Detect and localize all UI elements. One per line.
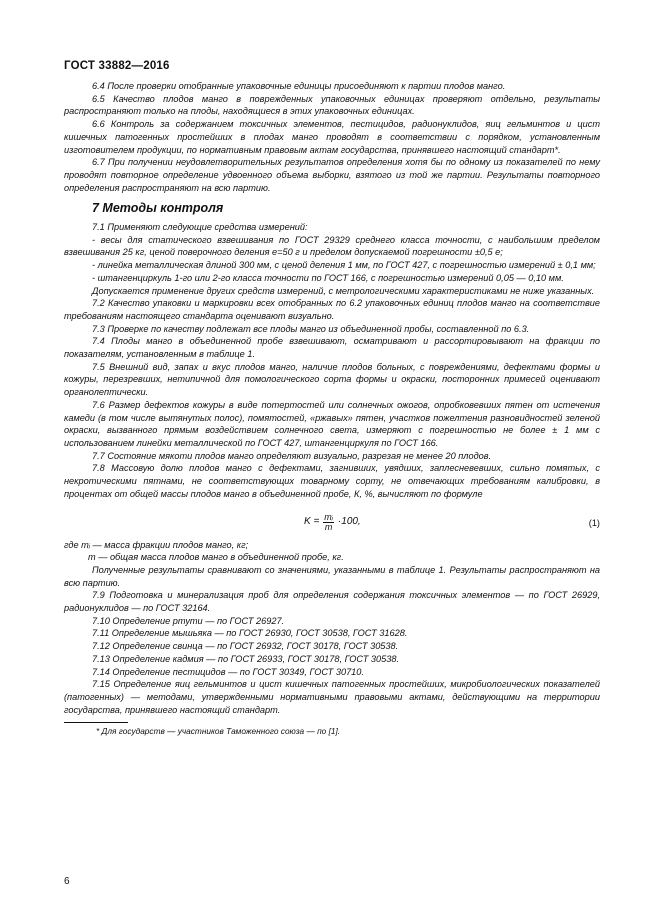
page-number: 6	[64, 876, 70, 887]
paragraph: 6.4 После проверки отобранные упаковочные единицы присоединяют к партии плодов манго.	[92, 81, 506, 91]
formula-denominator: m	[324, 521, 333, 532]
paragraph: 7.2 Качество упаковки и маркировки всех отобранных по 6.2 упаковочных единиц плодов манго на соответствие требованиям настоящего стандарта оценивают визуально.	[64, 298, 600, 321]
paragraph: 7.7 Состояние мякоти плодов манго определяют визуально, разрезая не менее 20 плодов.	[92, 450, 492, 461]
paragraph: - штангенциркуль 1-го или 2-го класса точности по ГОСТ 166, с погрешностью измерений 0,05 — 0,10 мм.	[92, 272, 564, 283]
paragraph: 7.12 Определение свинца — по ГОСТ 26932, ГОСТ 30178, ГОСТ 30538.	[92, 641, 399, 652]
paragraph: - весы для статического взвешивания по ГОСТ 29329 среднего класса точности, с наибольшим пределом взвешивания 25 кг, ценой поверочного деления e=50 г и пределом допускаемой погрешности ±0,5 e;	[64, 234, 600, 258]
where-line: где mᵢ — масса фракции плодов манго, кг;	[64, 539, 249, 550]
paragraph: Полученные результаты сравнивают со значениями, указанными в таблице 1. Результаты распространяют на всю партию.	[64, 564, 600, 588]
footnote-rule	[64, 722, 128, 723]
paragraph: 7.11 Определение мышьяка — по ГОСТ 26930, ГОСТ 30538, ГОСТ 31628.	[92, 628, 408, 639]
paragraph: Допускается применение других средств измерений, с метрологическими характеристиками не ниже указанных.	[92, 285, 595, 296]
paragraph: 7.10 Определение ртути — по ГОСТ 26927.	[92, 615, 285, 626]
page-body	[64, 80, 600, 738]
footnote: * Для государств — участников Таможенного союза — по [1].	[96, 726, 341, 737]
where-line: m — общая масса плодов манго в объединенной пробе, кг.	[88, 552, 344, 563]
paragraph: 7.3 Проверке по качеству подлежат все плоды манго из объединенной пробы, составленной по 6.3.	[92, 323, 530, 334]
paragraph: 6.6 Контроль за содержанием токсичных элементов, пестицидов, радионуклидов, яиц гельминтов и цист кишечных патогенных простейших в плодах манго проводят в соответствии с порядком, установленным изготовителем продукции, по нормативным правовым актам государства, принявшего настоящий стандарт*.	[64, 119, 600, 155]
paragraph: 7.9 Подготовка и минерализация проб для определения содержания токсичных элементов — по ГОСТ 26929, радионуклидов — по ГОСТ 32164.	[64, 590, 600, 614]
paragraph: 7.13 Определение кадмия — по ГОСТ 26933, ГОСТ 30178, ГОСТ 30538.	[92, 653, 400, 664]
paragraph: 7.1 Применяют следующие средства измерений:	[92, 222, 308, 233]
paragraph: 7.14 Определение пестицидов — по ГОСТ 30349, ГОСТ 30710.	[92, 666, 364, 677]
formula-numerator: mᵢ	[324, 511, 333, 522]
paragraph: 7.8 Массовую долю плодов манго с дефектами, загнивших, увядших, заплесневевших, сильно помятых, с некротическими пятнами, не соответствующих товарному сорту, не отвечающих требованиям калибровки, в процентах от общей массы плодов манго в объединенной пробе, К, %, вычисляют по формуле	[64, 463, 600, 499]
paragraph: - линейка металлическая длиной 300 мм, с ценой деления 1 мм, по ГОСТ 427, с погрешностью измерений ± 0,1 мм;	[92, 260, 596, 271]
paragraph: 6.5 Качество плодов манго в поврежденных упаковочных единицах проверяют отдельно, результаты распространяют только на плоды, находящиеся в этих упаковочных единицах.	[64, 93, 600, 117]
formula-lhs: K =	[304, 515, 320, 527]
section-6-paragraphs	[64, 80, 600, 194]
formula-1	[64, 507, 600, 535]
paragraph: 6.7 При получении неудовлетворительных результатов определения хотя бы по одному из показателей по нему проводят повторное определение удвоенного объема выборки, взятого из той же партии. Результаты повторного определения распространяют на всю партию.	[64, 157, 600, 193]
formula-number: (1)	[588, 517, 600, 528]
paragraph: 7.5 Внешний вид, запах и вкус плодов манго, наличие плодов больных, с повреждениями, дефектами формы и кожуры, перезревших, нетипичной для помологического сорта формы и окраски, посторонних примесей оценивают органолептически.	[64, 361, 600, 398]
formula-rhs: ·100,	[337, 515, 361, 527]
paragraph: 7.6 Размер дефектов кожуры в виде потертостей или солнечных ожогов, опробковевших пятен от истечения камеди (в том числе вытянутых полос), помятостей, «ржавых» пятен, участков пожелтения разновидностей зеленой окраски, вызванного прямым воздействием солнечного света, измеряют с погрешностью не более ± 1 мм с использованием линейки металлической по ГОСТ 427, штангенциркуля по ГОСТ 166.	[64, 399, 600, 448]
document-header: ГОСТ 33882—2016	[64, 60, 170, 72]
paragraph: 7.15 Определение яиц гельминтов и цист кишечных патогенных простейших, микробиологических показателей (патогенных) — методами, утвержденными нормативными правовыми актами, действующими на территории государства, принявшего настоящий стандарт.	[64, 679, 600, 715]
paragraph: 7.4 Плоды манго в объединенной пробе взвешивают, осматривают и рассортировывают на фракции по показателям, установленным в таблице 1.	[64, 336, 600, 360]
formula-fraction	[323, 513, 334, 532]
section-7-paragraphs	[64, 221, 600, 500]
section-title: 7 Методы контроля	[92, 201, 224, 216]
section-7-continued	[64, 564, 600, 716]
